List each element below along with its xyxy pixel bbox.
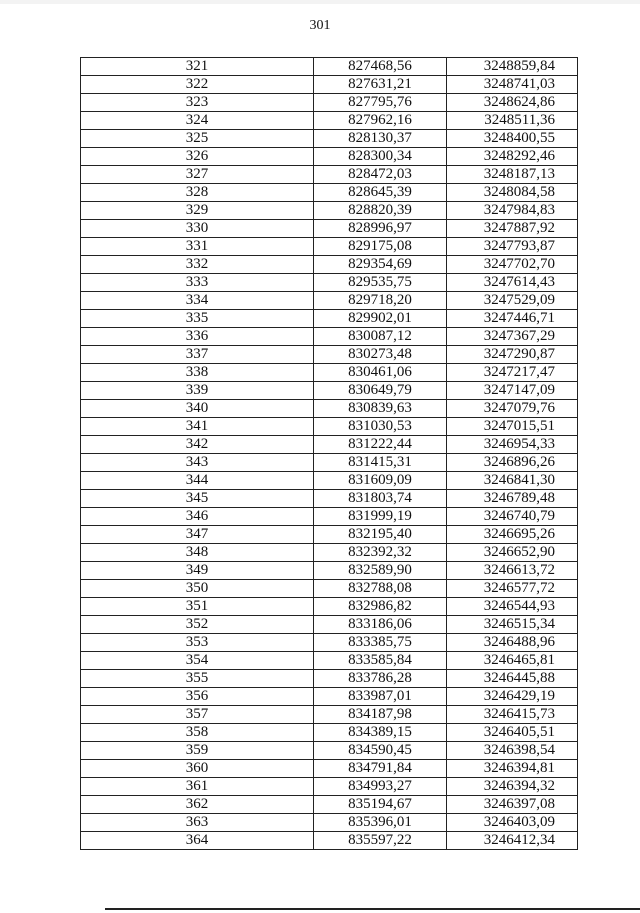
x-coordinate-cell: 828996,97 xyxy=(314,220,447,238)
table-row xyxy=(81,490,578,508)
table-row xyxy=(81,598,578,616)
point-number-cell: 360 xyxy=(81,760,314,778)
x-coordinate-cell: 827631,21 xyxy=(314,76,447,94)
table-row xyxy=(81,454,578,472)
y-coordinate-cell: 3248624,86 xyxy=(447,94,578,112)
x-coordinate-cell: 828130,37 xyxy=(314,130,447,148)
y-coordinate-cell: 3246789,48 xyxy=(447,490,578,508)
point-number-cell: 351 xyxy=(81,598,314,616)
x-coordinate-cell: 828472,03 xyxy=(314,166,447,184)
y-coordinate-cell: 3248400,55 xyxy=(447,130,578,148)
x-coordinate-cell: 830649,79 xyxy=(314,382,447,400)
point-number-cell: 356 xyxy=(81,688,314,706)
point-number-cell: 361 xyxy=(81,778,314,796)
x-coordinate-cell: 833987,01 xyxy=(314,688,447,706)
y-coordinate-cell: 3247015,51 xyxy=(447,418,578,436)
y-coordinate-cell: 3246445,88 xyxy=(447,670,578,688)
page-number: 301 xyxy=(309,18,331,33)
point-number-cell: 358 xyxy=(81,724,314,742)
y-coordinate-cell: 3246652,90 xyxy=(447,544,578,562)
y-coordinate-cell: 3246394,32 xyxy=(447,778,578,796)
table-row xyxy=(81,508,578,526)
point-number-cell: 363 xyxy=(81,814,314,832)
table-row xyxy=(81,184,578,202)
x-coordinate-cell: 834791,84 xyxy=(314,760,447,778)
table-row xyxy=(81,796,578,814)
table-row xyxy=(81,364,578,382)
table-row xyxy=(81,238,578,256)
point-number-cell: 326 xyxy=(81,148,314,166)
table-row xyxy=(81,328,578,346)
x-coordinate-cell: 829902,01 xyxy=(314,310,447,328)
table-row xyxy=(81,472,578,490)
point-number-cell: 332 xyxy=(81,256,314,274)
table-row xyxy=(81,202,578,220)
point-number-cell: 344 xyxy=(81,472,314,490)
scan-edge xyxy=(0,0,640,4)
x-coordinate-cell: 831803,74 xyxy=(314,490,447,508)
table-row xyxy=(81,814,578,832)
table-row xyxy=(81,562,578,580)
coordinates-table-body xyxy=(81,58,578,850)
y-coordinate-cell: 3246415,73 xyxy=(447,706,578,724)
y-coordinate-cell: 3246405,51 xyxy=(447,724,578,742)
table-row xyxy=(81,652,578,670)
point-number-cell: 341 xyxy=(81,418,314,436)
table-row xyxy=(81,76,578,94)
table-row xyxy=(81,310,578,328)
y-coordinate-cell: 3247614,43 xyxy=(447,274,578,292)
table-row xyxy=(81,130,578,148)
y-coordinate-cell: 3246397,08 xyxy=(447,796,578,814)
table-row xyxy=(81,436,578,454)
x-coordinate-cell: 831222,44 xyxy=(314,436,447,454)
table-row xyxy=(81,112,578,130)
point-number-cell: 362 xyxy=(81,796,314,814)
x-coordinate-cell: 832788,08 xyxy=(314,580,447,598)
x-coordinate-cell: 829535,75 xyxy=(314,274,447,292)
point-number-cell: 352 xyxy=(81,616,314,634)
y-coordinate-cell: 3246465,81 xyxy=(447,652,578,670)
table-row xyxy=(81,382,578,400)
point-number-cell: 336 xyxy=(81,328,314,346)
point-number-cell: 357 xyxy=(81,706,314,724)
y-coordinate-cell: 3248187,13 xyxy=(447,166,578,184)
y-coordinate-cell: 3246398,54 xyxy=(447,742,578,760)
point-number-cell: 343 xyxy=(81,454,314,472)
y-coordinate-cell: 3248084,58 xyxy=(447,184,578,202)
table-row xyxy=(81,616,578,634)
point-number-cell: 334 xyxy=(81,292,314,310)
y-coordinate-cell: 3246403,09 xyxy=(447,814,578,832)
x-coordinate-cell: 833186,06 xyxy=(314,616,447,634)
point-number-cell: 331 xyxy=(81,238,314,256)
point-number-cell: 333 xyxy=(81,274,314,292)
point-number-cell: 328 xyxy=(81,184,314,202)
y-coordinate-cell: 3248511,36 xyxy=(447,112,578,130)
y-coordinate-cell: 3246695,26 xyxy=(447,526,578,544)
y-coordinate-cell: 3247217,47 xyxy=(447,364,578,382)
point-number-cell: 340 xyxy=(81,400,314,418)
point-number-cell: 349 xyxy=(81,562,314,580)
x-coordinate-cell: 831415,31 xyxy=(314,454,447,472)
point-number-cell: 324 xyxy=(81,112,314,130)
x-coordinate-cell: 834187,98 xyxy=(314,706,447,724)
point-number-cell: 342 xyxy=(81,436,314,454)
point-number-cell: 353 xyxy=(81,634,314,652)
x-coordinate-cell: 835396,01 xyxy=(314,814,447,832)
table-row xyxy=(81,400,578,418)
point-number-cell: 327 xyxy=(81,166,314,184)
table-row xyxy=(81,670,578,688)
point-number-cell: 355 xyxy=(81,670,314,688)
y-coordinate-cell: 3246429,19 xyxy=(447,688,578,706)
point-number-cell: 348 xyxy=(81,544,314,562)
x-coordinate-cell: 832589,90 xyxy=(314,562,447,580)
table-row xyxy=(81,832,578,850)
table-row xyxy=(81,760,578,778)
x-coordinate-cell: 828645,39 xyxy=(314,184,447,202)
table-row xyxy=(81,94,578,112)
point-number-cell: 338 xyxy=(81,364,314,382)
table-row xyxy=(81,706,578,724)
x-coordinate-cell: 835194,67 xyxy=(314,796,447,814)
table-row xyxy=(81,346,578,364)
y-coordinate-cell: 3247887,92 xyxy=(447,220,578,238)
point-number-cell: 346 xyxy=(81,508,314,526)
y-coordinate-cell: 3247079,76 xyxy=(447,400,578,418)
x-coordinate-cell: 827795,76 xyxy=(314,94,447,112)
table-row xyxy=(81,634,578,652)
x-coordinate-cell: 830839,63 xyxy=(314,400,447,418)
table-row xyxy=(81,724,578,742)
x-coordinate-cell: 831030,53 xyxy=(314,418,447,436)
x-coordinate-cell: 829175,08 xyxy=(314,238,447,256)
y-coordinate-cell: 3247147,09 xyxy=(447,382,578,400)
x-coordinate-cell: 831999,19 xyxy=(314,508,447,526)
y-coordinate-cell: 3247446,71 xyxy=(447,310,578,328)
x-coordinate-cell: 832986,82 xyxy=(314,598,447,616)
y-coordinate-cell: 3246896,26 xyxy=(447,454,578,472)
x-coordinate-cell: 829718,20 xyxy=(314,292,447,310)
point-number-cell: 321 xyxy=(81,58,314,76)
x-coordinate-cell: 835597,22 xyxy=(314,832,447,850)
y-coordinate-cell: 3246394,81 xyxy=(447,760,578,778)
table-row xyxy=(81,544,578,562)
y-coordinate-cell: 3247793,87 xyxy=(447,238,578,256)
y-coordinate-cell: 3247702,70 xyxy=(447,256,578,274)
x-coordinate-cell: 830273,48 xyxy=(314,346,447,364)
table-row xyxy=(81,688,578,706)
y-coordinate-cell: 3246412,34 xyxy=(447,832,578,850)
y-coordinate-cell: 3246577,72 xyxy=(447,580,578,598)
x-coordinate-cell: 827468,56 xyxy=(314,58,447,76)
table-row xyxy=(81,274,578,292)
x-coordinate-cell: 832392,32 xyxy=(314,544,447,562)
y-coordinate-cell: 3246488,96 xyxy=(447,634,578,652)
bottom-rule xyxy=(105,908,640,910)
y-coordinate-cell: 3246613,72 xyxy=(447,562,578,580)
table-row xyxy=(81,526,578,544)
table-row xyxy=(81,256,578,274)
table-row xyxy=(81,58,578,76)
y-coordinate-cell: 3246544,93 xyxy=(447,598,578,616)
table-row xyxy=(81,742,578,760)
table-row xyxy=(81,580,578,598)
y-coordinate-cell: 3246841,30 xyxy=(447,472,578,490)
x-coordinate-cell: 828820,39 xyxy=(314,202,447,220)
y-coordinate-cell: 3246954,33 xyxy=(447,436,578,454)
y-coordinate-cell: 3248741,03 xyxy=(447,76,578,94)
table-row xyxy=(81,418,578,436)
y-coordinate-cell: 3247290,87 xyxy=(447,346,578,364)
x-coordinate-cell: 830087,12 xyxy=(314,328,447,346)
table-row xyxy=(81,292,578,310)
x-coordinate-cell: 833385,75 xyxy=(314,634,447,652)
point-number-cell: 364 xyxy=(81,832,314,850)
x-coordinate-cell: 834389,15 xyxy=(314,724,447,742)
point-number-cell: 323 xyxy=(81,94,314,112)
x-coordinate-cell: 827962,16 xyxy=(314,112,447,130)
x-coordinate-cell: 831609,09 xyxy=(314,472,447,490)
x-coordinate-cell: 830461,06 xyxy=(314,364,447,382)
y-coordinate-cell: 3247529,09 xyxy=(447,292,578,310)
y-coordinate-cell: 3248859,84 xyxy=(447,58,578,76)
y-coordinate-cell: 3246515,34 xyxy=(447,616,578,634)
point-number-cell: 325 xyxy=(81,130,314,148)
y-coordinate-cell: 3246740,79 xyxy=(447,508,578,526)
point-number-cell: 322 xyxy=(81,76,314,94)
table-row xyxy=(81,148,578,166)
point-number-cell: 354 xyxy=(81,652,314,670)
coordinates-table xyxy=(80,57,578,850)
table-row xyxy=(81,166,578,184)
point-number-cell: 329 xyxy=(81,202,314,220)
x-coordinate-cell: 833585,84 xyxy=(314,652,447,670)
x-coordinate-cell: 834993,27 xyxy=(314,778,447,796)
y-coordinate-cell: 3247367,29 xyxy=(447,328,578,346)
point-number-cell: 345 xyxy=(81,490,314,508)
point-number-cell: 335 xyxy=(81,310,314,328)
point-number-cell: 347 xyxy=(81,526,314,544)
y-coordinate-cell: 3248292,46 xyxy=(447,148,578,166)
x-coordinate-cell: 833786,28 xyxy=(314,670,447,688)
point-number-cell: 350 xyxy=(81,580,314,598)
x-coordinate-cell: 828300,34 xyxy=(314,148,447,166)
table-row xyxy=(81,778,578,796)
y-coordinate-cell: 3247984,83 xyxy=(447,202,578,220)
x-coordinate-cell: 829354,69 xyxy=(314,256,447,274)
x-coordinate-cell: 834590,45 xyxy=(314,742,447,760)
point-number-cell: 337 xyxy=(81,346,314,364)
x-coordinate-cell: 832195,40 xyxy=(314,526,447,544)
point-number-cell: 330 xyxy=(81,220,314,238)
point-number-cell: 359 xyxy=(81,742,314,760)
table-row xyxy=(81,220,578,238)
point-number-cell: 339 xyxy=(81,382,314,400)
